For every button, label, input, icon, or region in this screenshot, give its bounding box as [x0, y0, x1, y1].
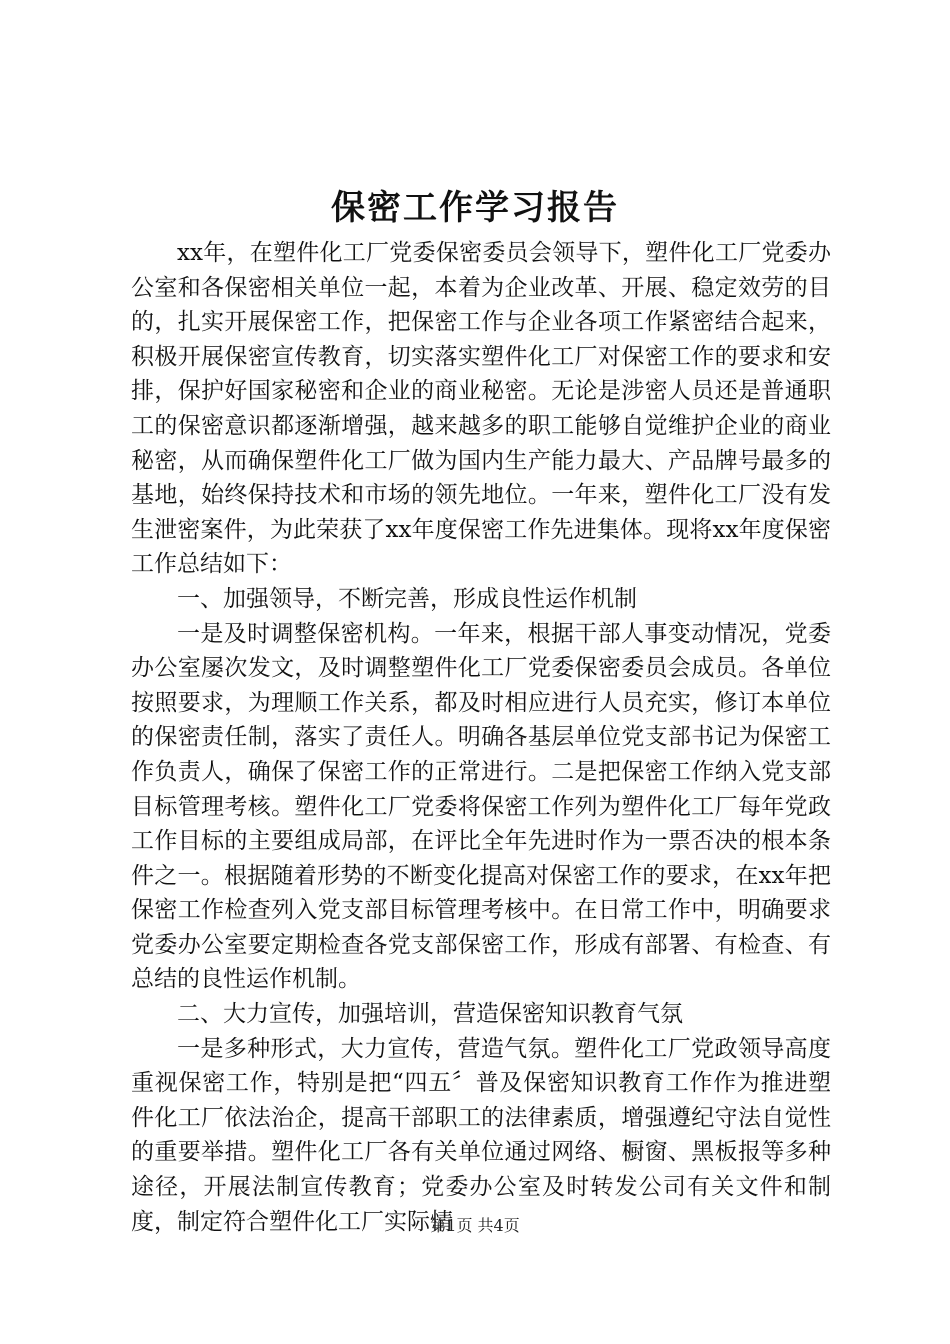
page-number-footer: 第1页 共4页	[430, 1216, 520, 1235]
document-body	[131, 236, 831, 1239]
document-title: 保密工作学习报告	[331, 188, 619, 228]
paragraph-section-2: 一是多种形式，大力宣传，营造气氛。塑件化工厂党政领导高度重视保密工作，特别是把“四五〞普及保密知识教育工作作为推进塑件化工厂依法治企，提高干部职工的法律素质，增强遵纪守法自觉性的重要举措。塑件化工厂各有关单位通过网络、橱窗、黑板报等多种途径，开展法制宣传教育；党委办公室及时转发公司有关文件和制度，制定符合塑件化工厂实际情	[131, 1035, 831, 1235]
section-heading-1: 一、加强领导，不断完善，形成良性运作机制	[177, 585, 637, 612]
paragraph-section-1: 一是及时调整保密机构。一年来，根据干部人事变动情况，党委办公室屡次发文，及时调整塑件化工厂党委保密委员会成员。各单位按照要求，为理顺工作关系，都及时相应进行人员充实，修订本单位的保密责任制，落实了责任人。明确各基层单位党支部书记为保密工作负责人，确保了保密工作的正常进行。二是把保密工作纳入党支部目标管理考核。塑件化工厂党委将保密工作列为塑件化工厂每年党政工作目标的主要组成局部，在评比全年先进时作为一票否决的根本条件之一。根据随着形势的不断变化提高对保密工作的要求，在xx年把保密工作检查列入党支部目标管理考核中。在日常工作中，明确要求党委办公室要定期检查各党支部保密工作，形成有部署、有检查、有总结的良性运作机制。	[131, 620, 831, 993]
section-heading-2: 二、大力宣传，加强培训，营造保密知识教育气氛	[177, 1001, 683, 1028]
paragraph-intro: xx年，在塑件化工厂党委保密委员会领导下，塑件化工厂党委办公室和各保密相关单位一起，本着为企业改革、开展、稳定效劳的目的，扎实开展保密工作，把保密工作与企业各项工作紧密结合起来，积极开展保密宣传教育，切实落实塑件化工厂对保密工作的要求和安排，保护好国家秘密和企业的商业秘密。无论是涉密人员还是普通职工的保密意识都逐渐增强，越来越多的职工能够自觉维护企业的商业秘密，从而确保塑件化工厂做为国内生产能力最大、产品牌号最多的基地，始终保持技术和市场的领先地位。一年来，塑件化工厂没有发生泄密案件，为此荣获了xx年度保密工作先进集体。现将xx年度保密工作总结如下：	[131, 240, 831, 578]
